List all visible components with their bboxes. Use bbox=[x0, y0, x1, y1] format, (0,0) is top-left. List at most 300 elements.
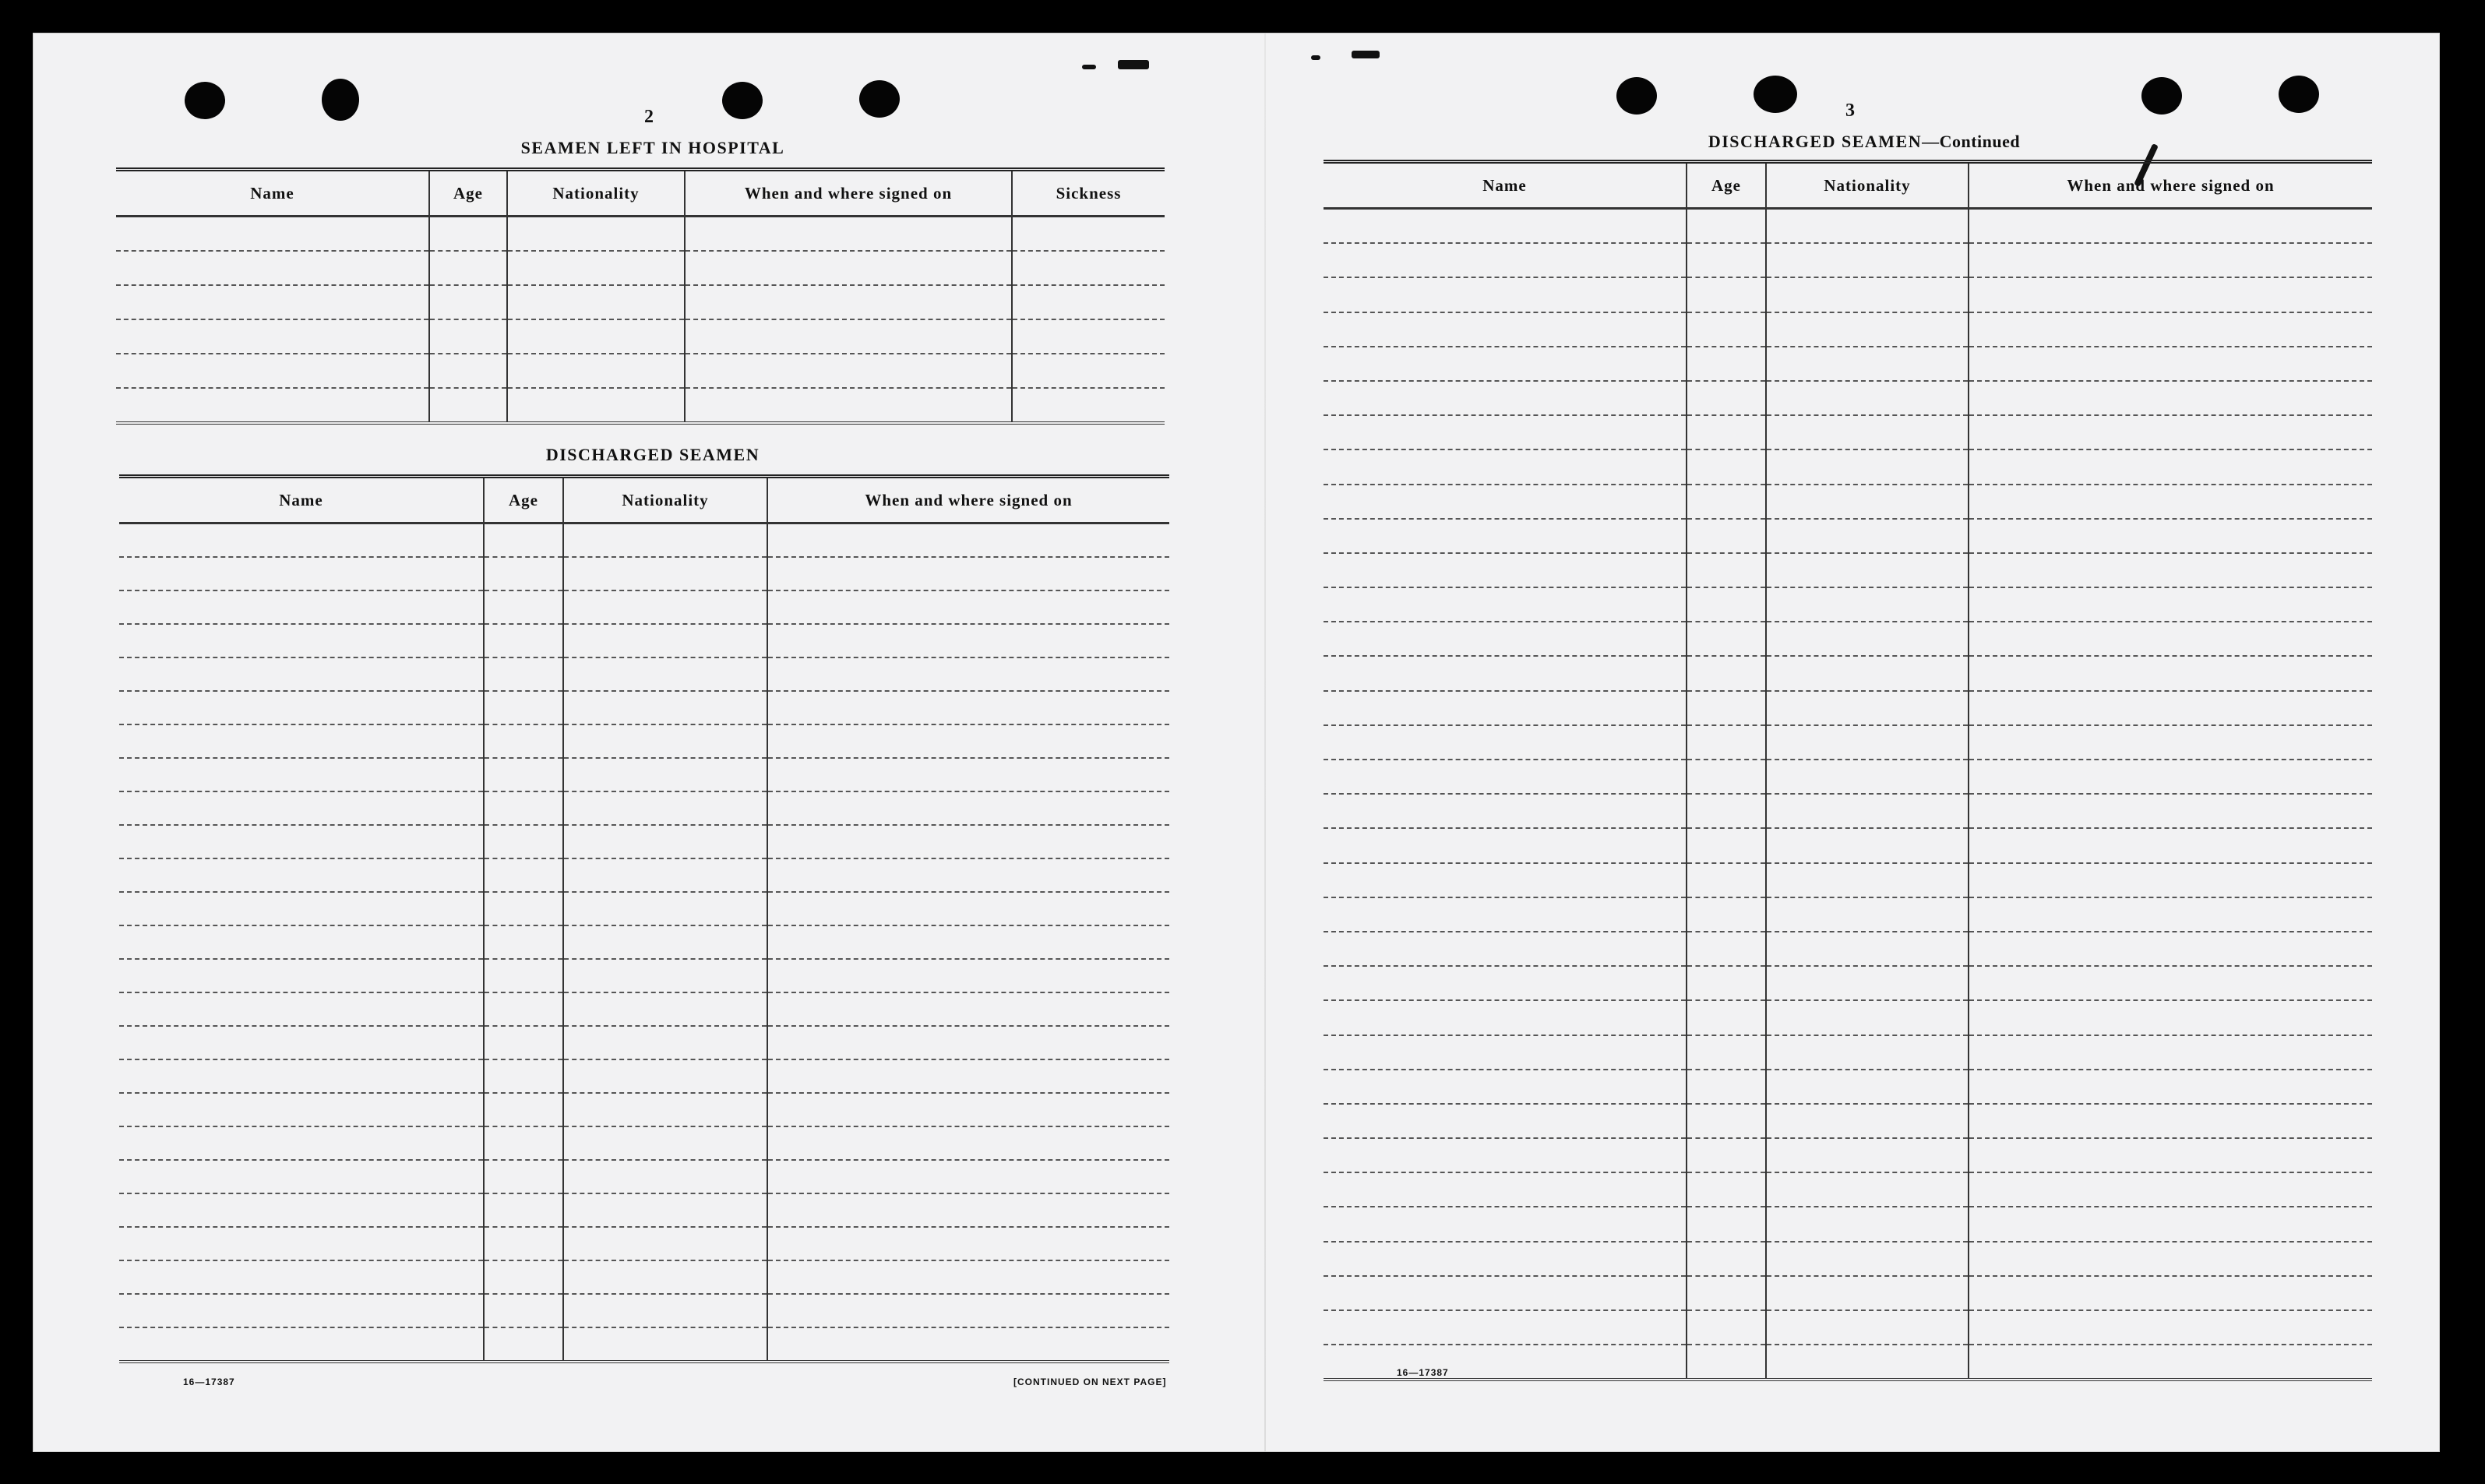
blank-entry-cell[interactable] bbox=[1766, 863, 1969, 897]
blank-entry-cell[interactable] bbox=[685, 285, 1012, 319]
blank-entry-cell[interactable] bbox=[1324, 347, 1687, 381]
blank-entry-cell[interactable] bbox=[1969, 725, 2372, 760]
punch-hole bbox=[2279, 76, 2319, 113]
blank-entry-cell[interactable] bbox=[484, 892, 563, 925]
blank-entry-cell[interactable] bbox=[1324, 415, 1687, 449]
blank-entry-cell[interactable] bbox=[1687, 656, 1766, 690]
blank-entry-cell[interactable] bbox=[563, 724, 767, 758]
blank-entry-cell[interactable] bbox=[484, 1026, 563, 1059]
blank-entry-cell[interactable] bbox=[1324, 209, 1687, 244]
blank-entry-cell[interactable] bbox=[119, 1059, 484, 1093]
blank-entry-cell[interactable] bbox=[1969, 1035, 2372, 1070]
blank-entry-cell[interactable] bbox=[1766, 209, 1969, 244]
blank-entry-cell[interactable] bbox=[119, 590, 484, 624]
blank-entry-cell[interactable] bbox=[1324, 794, 1687, 828]
blank-entry-cell[interactable] bbox=[484, 1193, 563, 1227]
blank-entry-cell[interactable] bbox=[1766, 485, 1969, 519]
blank-entry-cell[interactable] bbox=[1969, 932, 2372, 966]
blank-entry-cell[interactable] bbox=[1969, 312, 2372, 347]
blank-entry-cell[interactable] bbox=[1687, 1242, 1766, 1276]
table-row bbox=[1324, 760, 2372, 794]
blank-entry-cell[interactable] bbox=[1969, 828, 2372, 862]
blank-entry-cell[interactable] bbox=[1766, 656, 1969, 690]
blank-entry-cell[interactable] bbox=[1969, 347, 2372, 381]
blank-entry-cell[interactable] bbox=[767, 959, 1169, 992]
blank-entry-cell[interactable] bbox=[1687, 553, 1766, 587]
blank-entry-cell[interactable] bbox=[1324, 277, 1687, 312]
table-row bbox=[1324, 1207, 2372, 1241]
blank-entry-cell[interactable] bbox=[1766, 1138, 1969, 1172]
table-row bbox=[1324, 622, 2372, 656]
blank-entry-cell[interactable] bbox=[685, 251, 1012, 285]
blank-entry-cell[interactable] bbox=[1766, 932, 1969, 966]
table-row bbox=[119, 925, 1169, 959]
blank-entry-cell[interactable] bbox=[1969, 485, 2372, 519]
column-header-age: Age bbox=[1687, 162, 1766, 209]
blank-entry-cell[interactable] bbox=[116, 388, 429, 423]
blank-entry-cell[interactable] bbox=[1766, 1276, 1969, 1310]
blank-entry-cell[interactable] bbox=[1687, 1138, 1766, 1172]
blank-entry-cell[interactable] bbox=[119, 959, 484, 992]
table-row bbox=[116, 319, 1165, 354]
blank-entry-cell[interactable] bbox=[1969, 277, 2372, 312]
blank-entry-cell[interactable] bbox=[563, 1093, 767, 1126]
blank-entry-cell[interactable] bbox=[1969, 209, 2372, 244]
blank-entry-cell[interactable] bbox=[119, 691, 484, 724]
blank-entry-cell[interactable] bbox=[116, 354, 429, 388]
blank-entry-cell[interactable] bbox=[1687, 277, 1766, 312]
blank-entry-cell[interactable] bbox=[1969, 1000, 2372, 1035]
blank-entry-cell[interactable] bbox=[1969, 519, 2372, 553]
blank-entry-cell[interactable] bbox=[484, 1260, 563, 1294]
blank-entry-cell[interactable] bbox=[1324, 553, 1687, 587]
blank-entry-cell[interactable] bbox=[1687, 966, 1766, 1000]
blank-entry-cell[interactable] bbox=[563, 657, 767, 691]
blank-entry-cell[interactable] bbox=[767, 557, 1169, 590]
blank-entry-cell[interactable] bbox=[119, 1093, 484, 1126]
blank-entry-cell[interactable] bbox=[484, 724, 563, 758]
column-header-name: Name bbox=[116, 170, 429, 217]
blank-entry-cell[interactable] bbox=[767, 1059, 1169, 1093]
blank-entry-cell[interactable] bbox=[1324, 1035, 1687, 1070]
blank-entry-cell[interactable] bbox=[685, 388, 1012, 423]
blank-entry-cell[interactable] bbox=[1324, 1104, 1687, 1138]
blank-entry-cell[interactable] bbox=[1766, 519, 1969, 553]
blank-entry-cell[interactable] bbox=[563, 1026, 767, 1059]
table-row bbox=[1324, 277, 2372, 312]
blank-entry-cell[interactable] bbox=[484, 1294, 563, 1327]
blank-entry-cell[interactable] bbox=[1324, 587, 1687, 622]
blank-entry-cell[interactable] bbox=[1969, 415, 2372, 449]
blank-entry-cell[interactable] bbox=[1687, 863, 1766, 897]
blank-entry-cell[interactable] bbox=[119, 724, 484, 758]
blank-entry-cell[interactable] bbox=[1324, 1345, 1687, 1380]
blank-entry-cell[interactable] bbox=[563, 959, 767, 992]
blank-entry-cell[interactable] bbox=[484, 624, 563, 657]
blank-entry-cell[interactable] bbox=[1766, 381, 1969, 415]
blank-entry-cell[interactable] bbox=[1324, 312, 1687, 347]
blank-entry-cell[interactable] bbox=[1324, 381, 1687, 415]
blank-entry-cell[interactable] bbox=[1766, 794, 1969, 828]
blank-entry-cell[interactable] bbox=[563, 791, 767, 825]
blank-entry-cell[interactable] bbox=[1766, 587, 1969, 622]
blank-entry-cell[interactable] bbox=[1324, 828, 1687, 862]
blank-entry-cell[interactable] bbox=[1766, 312, 1969, 347]
blank-entry-cell[interactable] bbox=[116, 251, 429, 285]
blank-entry-cell[interactable] bbox=[1969, 760, 2372, 794]
table-row bbox=[1324, 1345, 2372, 1380]
blank-entry-cell[interactable] bbox=[507, 388, 685, 423]
blank-entry-cell[interactable] bbox=[484, 825, 563, 858]
blank-entry-cell[interactable] bbox=[1687, 760, 1766, 794]
blank-entry-cell[interactable] bbox=[1766, 553, 1969, 587]
blank-entry-cell[interactable] bbox=[1324, 656, 1687, 690]
blank-entry-cell[interactable] bbox=[119, 925, 484, 959]
table-row bbox=[1324, 656, 2372, 690]
blank-entry-cell[interactable] bbox=[767, 523, 1169, 558]
blank-entry-cell[interactable] bbox=[1969, 587, 2372, 622]
blank-entry-cell[interactable] bbox=[1687, 1310, 1766, 1345]
blank-entry-cell[interactable] bbox=[563, 1059, 767, 1093]
blank-entry-cell[interactable] bbox=[1969, 243, 2372, 277]
blank-entry-cell[interactable] bbox=[1324, 1310, 1687, 1345]
blank-entry-cell[interactable] bbox=[1324, 519, 1687, 553]
blank-entry-cell[interactable] bbox=[563, 1126, 767, 1160]
blank-entry-cell[interactable] bbox=[1766, 1104, 1969, 1138]
blank-entry-cell[interactable] bbox=[767, 791, 1169, 825]
blank-entry-cell[interactable] bbox=[767, 992, 1169, 1026]
blank-entry-cell[interactable] bbox=[767, 825, 1169, 858]
blank-entry-cell[interactable] bbox=[563, 624, 767, 657]
blank-entry-cell[interactable] bbox=[1324, 1276, 1687, 1310]
blank-entry-cell[interactable] bbox=[1766, 897, 1969, 932]
blank-entry-cell[interactable] bbox=[1687, 1207, 1766, 1241]
blank-entry-cell[interactable] bbox=[1687, 1276, 1766, 1310]
blank-entry-cell[interactable] bbox=[429, 319, 507, 354]
blank-entry-cell[interactable] bbox=[1766, 347, 1969, 381]
blank-entry-cell[interactable] bbox=[484, 557, 563, 590]
blank-entry-cell[interactable] bbox=[1766, 1310, 1969, 1345]
blank-entry-cell[interactable] bbox=[1969, 1207, 2372, 1241]
blank-entry-cell[interactable] bbox=[1766, 1242, 1969, 1276]
blank-entry-cell[interactable] bbox=[119, 992, 484, 1026]
blank-entry-cell[interactable] bbox=[767, 590, 1169, 624]
blank-entry-cell[interactable] bbox=[1969, 863, 2372, 897]
table-row bbox=[119, 825, 1169, 858]
blank-entry-cell[interactable] bbox=[767, 892, 1169, 925]
blank-entry-cell[interactable] bbox=[119, 1126, 484, 1160]
blank-entry-cell[interactable] bbox=[116, 319, 429, 354]
blank-entry-cell[interactable] bbox=[484, 691, 563, 724]
blank-entry-cell[interactable] bbox=[1766, 277, 1969, 312]
blank-entry-cell[interactable] bbox=[1687, 1104, 1766, 1138]
blank-entry-cell[interactable] bbox=[767, 925, 1169, 959]
blank-entry-cell[interactable] bbox=[484, 1160, 563, 1193]
blank-entry-cell[interactable] bbox=[563, 557, 767, 590]
blank-entry-cell[interactable] bbox=[1766, 691, 1969, 725]
blank-entry-cell[interactable] bbox=[563, 691, 767, 724]
blank-entry-cell[interactable] bbox=[1687, 485, 1766, 519]
blank-entry-cell[interactable] bbox=[429, 251, 507, 285]
blank-entry-cell[interactable] bbox=[1766, 622, 1969, 656]
blank-entry-cell[interactable] bbox=[767, 1294, 1169, 1327]
blank-entry-cell[interactable] bbox=[563, 892, 767, 925]
blank-entry-cell[interactable] bbox=[119, 557, 484, 590]
blank-entry-cell[interactable] bbox=[1969, 1310, 2372, 1345]
blank-entry-cell[interactable] bbox=[1687, 519, 1766, 553]
blank-entry-cell[interactable] bbox=[563, 825, 767, 858]
blank-entry-cell[interactable] bbox=[484, 992, 563, 1026]
blank-entry-cell[interactable] bbox=[1969, 897, 2372, 932]
blank-entry-cell[interactable] bbox=[507, 285, 685, 319]
blank-entry-cell[interactable] bbox=[1687, 1070, 1766, 1104]
blank-entry-cell[interactable] bbox=[563, 523, 767, 558]
blank-entry-cell[interactable] bbox=[429, 388, 507, 423]
blank-entry-cell[interactable] bbox=[119, 523, 484, 558]
blank-entry-cell[interactable] bbox=[484, 1227, 563, 1260]
blank-entry-cell[interactable] bbox=[1012, 319, 1165, 354]
punch-hole bbox=[2141, 77, 2182, 115]
blank-entry-cell[interactable] bbox=[1766, 1070, 1969, 1104]
blank-entry-cell[interactable] bbox=[1687, 725, 1766, 760]
blank-entry-cell[interactable] bbox=[1324, 725, 1687, 760]
blank-entry-cell[interactable] bbox=[1324, 760, 1687, 794]
blank-entry-cell[interactable] bbox=[1766, 1000, 1969, 1035]
column-header-signed-on: When and where signed on bbox=[685, 170, 1012, 217]
blank-entry-cell[interactable] bbox=[563, 1160, 767, 1193]
blank-entry-cell[interactable] bbox=[1687, 449, 1766, 484]
blank-entry-cell[interactable] bbox=[1766, 1172, 1969, 1207]
blank-entry-cell[interactable] bbox=[1969, 656, 2372, 690]
blank-entry-cell[interactable] bbox=[1324, 1172, 1687, 1207]
blank-entry-cell[interactable] bbox=[119, 624, 484, 657]
blank-entry-cell[interactable] bbox=[767, 1227, 1169, 1260]
blank-entry-cell[interactable] bbox=[119, 892, 484, 925]
blank-entry-cell[interactable] bbox=[563, 758, 767, 791]
blank-entry-cell[interactable] bbox=[563, 590, 767, 624]
blank-entry-cell[interactable] bbox=[1012, 251, 1165, 285]
blank-entry-cell[interactable] bbox=[119, 1327, 484, 1362]
blank-entry-cell[interactable] bbox=[767, 691, 1169, 724]
form-number: 16—17387 bbox=[1397, 1367, 1449, 1378]
blank-entry-cell[interactable] bbox=[1687, 1345, 1766, 1380]
blank-entry-cell[interactable] bbox=[1766, 966, 1969, 1000]
blank-entry-cell[interactable] bbox=[1687, 622, 1766, 656]
blank-entry-cell[interactable] bbox=[1324, 1138, 1687, 1172]
blank-entry-cell[interactable] bbox=[1766, 449, 1969, 484]
blank-entry-cell[interactable] bbox=[119, 1227, 484, 1260]
blank-entry-cell[interactable] bbox=[119, 1294, 484, 1327]
blank-entry-cell[interactable] bbox=[507, 217, 685, 252]
blank-entry-cell[interactable] bbox=[767, 858, 1169, 892]
blank-entry-cell[interactable] bbox=[767, 1260, 1169, 1294]
blank-entry-cell[interactable] bbox=[484, 657, 563, 691]
blank-entry-cell[interactable] bbox=[1969, 1345, 2372, 1380]
section-title-suffix: —Continued bbox=[1922, 132, 2021, 151]
blank-entry-cell[interactable] bbox=[119, 825, 484, 858]
blank-entry-cell[interactable] bbox=[119, 858, 484, 892]
blank-entry-cell[interactable] bbox=[116, 217, 429, 252]
blank-entry-cell[interactable] bbox=[484, 758, 563, 791]
blank-entry-cell[interactable] bbox=[1687, 828, 1766, 862]
blank-entry-cell[interactable] bbox=[1687, 587, 1766, 622]
blank-entry-cell[interactable] bbox=[1687, 1172, 1766, 1207]
blank-entry-cell[interactable] bbox=[1687, 312, 1766, 347]
blank-entry-cell[interactable] bbox=[767, 758, 1169, 791]
blank-entry-cell[interactable] bbox=[484, 590, 563, 624]
blank-entry-cell[interactable] bbox=[685, 354, 1012, 388]
blank-entry-cell[interactable] bbox=[484, 1059, 563, 1093]
blank-entry-cell[interactable] bbox=[1012, 217, 1165, 252]
form-number: 16—17387 bbox=[183, 1376, 235, 1387]
column-header-age: Age bbox=[429, 170, 507, 217]
blank-entry-cell[interactable] bbox=[1324, 1242, 1687, 1276]
blank-entry-cell[interactable] bbox=[119, 1026, 484, 1059]
blank-entry-cell[interactable] bbox=[563, 992, 767, 1026]
blank-entry-cell[interactable] bbox=[563, 1260, 767, 1294]
blank-entry-cell[interactable] bbox=[484, 523, 563, 558]
blank-entry-cell[interactable] bbox=[1324, 863, 1687, 897]
blank-entry-cell[interactable] bbox=[1766, 1345, 1969, 1380]
blank-entry-cell[interactable] bbox=[1324, 1070, 1687, 1104]
blank-entry-cell[interactable] bbox=[563, 858, 767, 892]
blank-entry-cell[interactable] bbox=[119, 657, 484, 691]
blank-entry-cell[interactable] bbox=[1969, 449, 2372, 484]
blank-entry-cell[interactable] bbox=[1687, 347, 1766, 381]
blank-entry-cell[interactable] bbox=[119, 791, 484, 825]
blank-entry-cell[interactable] bbox=[484, 791, 563, 825]
blank-entry-cell[interactable] bbox=[1687, 381, 1766, 415]
blank-entry-cell[interactable] bbox=[1766, 1207, 1969, 1241]
table-row bbox=[1324, 691, 2372, 725]
table-row bbox=[1324, 1276, 2372, 1310]
blank-entry-cell[interactable] bbox=[1766, 415, 1969, 449]
blank-entry-cell[interactable] bbox=[1766, 1035, 1969, 1070]
table-row bbox=[1324, 794, 2372, 828]
blank-entry-cell[interactable] bbox=[1969, 1104, 2372, 1138]
blank-entry-cell[interactable] bbox=[1012, 354, 1165, 388]
blank-entry-cell[interactable] bbox=[767, 724, 1169, 758]
blank-entry-cell[interactable] bbox=[767, 1193, 1169, 1227]
blank-entry-cell[interactable] bbox=[484, 858, 563, 892]
blank-entry-cell[interactable] bbox=[484, 1327, 563, 1362]
blank-entry-cell[interactable] bbox=[1324, 1207, 1687, 1241]
blank-entry-cell[interactable] bbox=[1766, 760, 1969, 794]
table-row bbox=[116, 251, 1165, 285]
table-row bbox=[116, 354, 1165, 388]
blank-entry-cell[interactable] bbox=[1012, 285, 1165, 319]
blank-entry-cell[interactable] bbox=[484, 925, 563, 959]
blank-entry-cell[interactable] bbox=[563, 925, 767, 959]
blank-entry-cell[interactable] bbox=[119, 1193, 484, 1227]
blank-entry-cell[interactable] bbox=[1687, 897, 1766, 932]
blank-entry-cell[interactable] bbox=[429, 285, 507, 319]
blank-entry-cell[interactable] bbox=[1687, 691, 1766, 725]
blank-entry-cell[interactable] bbox=[767, 657, 1169, 691]
blank-entry-cell[interactable] bbox=[1324, 449, 1687, 484]
blank-entry-cell[interactable] bbox=[563, 1294, 767, 1327]
blank-entry-cell[interactable] bbox=[563, 1193, 767, 1227]
blank-entry-cell[interactable] bbox=[1687, 932, 1766, 966]
column-header-nationality: Nationality bbox=[1766, 162, 1969, 209]
blank-entry-cell[interactable] bbox=[507, 354, 685, 388]
blank-entry-cell[interactable] bbox=[1969, 553, 2372, 587]
table-row bbox=[1324, 1000, 2372, 1035]
table-row bbox=[119, 523, 1169, 558]
blank-entry-cell[interactable] bbox=[767, 1026, 1169, 1059]
blank-entry-cell[interactable] bbox=[767, 1160, 1169, 1193]
blank-entry-cell[interactable] bbox=[1687, 1035, 1766, 1070]
blank-entry-cell[interactable] bbox=[119, 1260, 484, 1294]
table-row bbox=[1324, 1242, 2372, 1276]
blank-entry-cell[interactable] bbox=[1969, 794, 2372, 828]
blank-entry-cell[interactable] bbox=[429, 217, 507, 252]
blank-entry-cell[interactable] bbox=[767, 1126, 1169, 1160]
blank-entry-cell[interactable] bbox=[1969, 691, 2372, 725]
blank-entry-cell[interactable] bbox=[119, 1160, 484, 1193]
blank-entry-cell[interactable] bbox=[1969, 381, 2372, 415]
blank-entry-cell[interactable] bbox=[1766, 725, 1969, 760]
blank-entry-cell[interactable] bbox=[1969, 622, 2372, 656]
table-row bbox=[119, 1193, 1169, 1227]
blank-entry-cell[interactable] bbox=[507, 319, 685, 354]
blank-entry-cell[interactable] bbox=[767, 1327, 1169, 1362]
blank-entry-cell[interactable] bbox=[429, 354, 507, 388]
blank-entry-cell[interactable] bbox=[563, 1227, 767, 1260]
blank-entry-cell[interactable] bbox=[685, 319, 1012, 354]
blank-entry-cell[interactable] bbox=[1324, 897, 1687, 932]
blank-entry-cell[interactable] bbox=[1687, 243, 1766, 277]
blank-entry-cell[interactable] bbox=[1687, 794, 1766, 828]
blank-entry-cell[interactable] bbox=[1687, 1000, 1766, 1035]
blank-entry-cell[interactable] bbox=[1969, 1276, 2372, 1310]
blank-entry-cell[interactable] bbox=[507, 251, 685, 285]
column-header-name: Name bbox=[1324, 162, 1687, 209]
blank-entry-cell[interactable] bbox=[563, 1327, 767, 1362]
table-row bbox=[1324, 243, 2372, 277]
table-row bbox=[1324, 1104, 2372, 1138]
table-header-row bbox=[119, 477, 1169, 523]
blank-entry-cell[interactable] bbox=[1687, 209, 1766, 244]
blank-entry-cell[interactable] bbox=[484, 959, 563, 992]
blank-entry-cell[interactable] bbox=[1969, 1070, 2372, 1104]
blank-entry-cell[interactable] bbox=[1012, 388, 1165, 423]
blank-entry-cell[interactable] bbox=[484, 1093, 563, 1126]
blank-entry-cell[interactable] bbox=[1324, 966, 1687, 1000]
table-row bbox=[1324, 449, 2372, 484]
blank-entry-cell[interactable] bbox=[767, 624, 1169, 657]
blank-entry-cell[interactable] bbox=[1969, 1172, 2372, 1207]
blank-entry-cell[interactable] bbox=[1969, 1138, 2372, 1172]
blank-entry-cell[interactable] bbox=[685, 217, 1012, 252]
blank-entry-cell[interactable] bbox=[1687, 415, 1766, 449]
blank-entry-cell[interactable] bbox=[1324, 1000, 1687, 1035]
blank-entry-cell[interactable] bbox=[1969, 966, 2372, 1000]
blank-entry-cell[interactable] bbox=[1766, 828, 1969, 862]
blank-entry-cell[interactable] bbox=[1969, 1242, 2372, 1276]
blank-entry-cell[interactable] bbox=[1324, 243, 1687, 277]
blank-entry-cell[interactable] bbox=[1324, 622, 1687, 656]
blank-entry-cell[interactable] bbox=[767, 1093, 1169, 1126]
blank-entry-cell[interactable] bbox=[484, 1126, 563, 1160]
blank-entry-cell[interactable] bbox=[1324, 485, 1687, 519]
blank-entry-cell[interactable] bbox=[1324, 932, 1687, 966]
blank-entry-cell[interactable] bbox=[1324, 691, 1687, 725]
blank-entry-cell[interactable] bbox=[119, 758, 484, 791]
blank-entry-cell[interactable] bbox=[1766, 243, 1969, 277]
blank-entry-cell[interactable] bbox=[116, 285, 429, 319]
table-row bbox=[1324, 1070, 2372, 1104]
